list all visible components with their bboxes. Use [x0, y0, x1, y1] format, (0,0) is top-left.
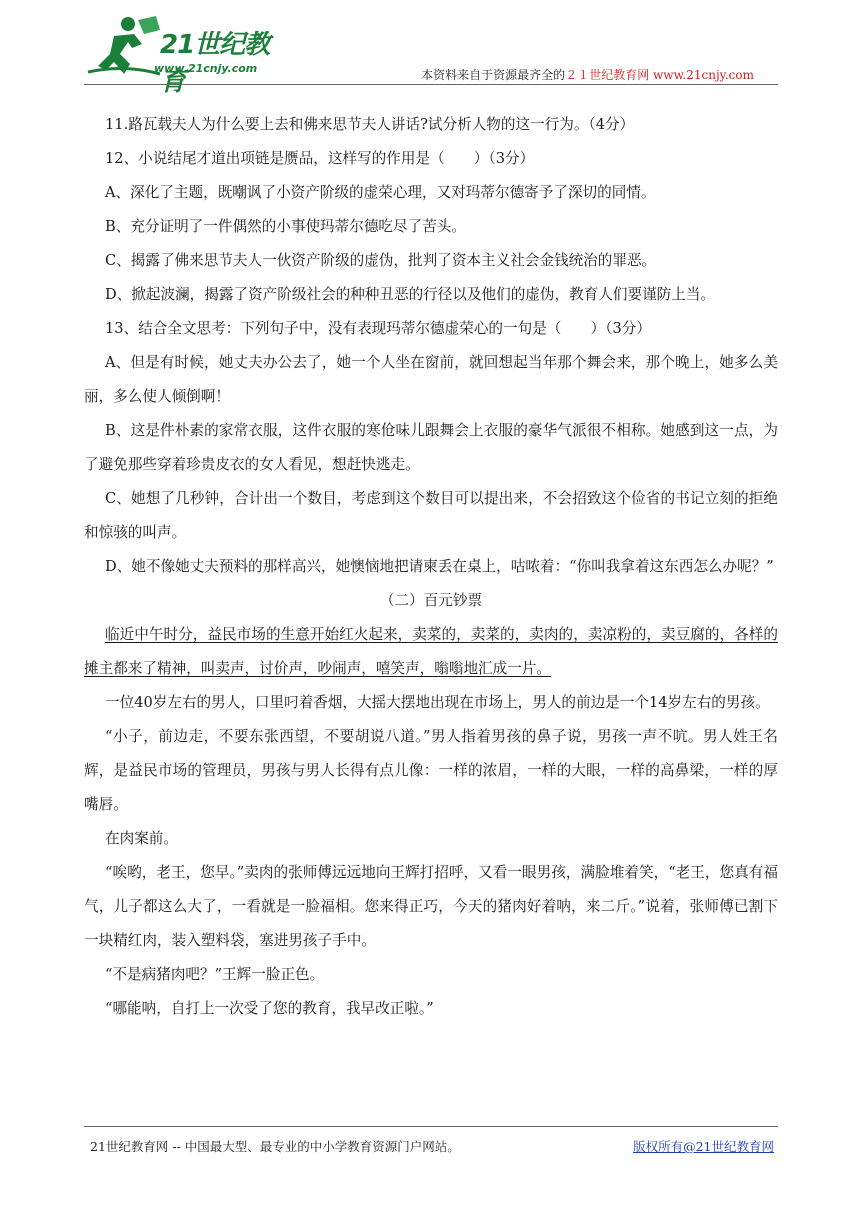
story-paragraph-1: 临近中午时分，益民市场的生意开始红火起来，卖菜的，卖菜的，卖肉的，卖凉粉的，卖豆腐的，各样的摊主都来了精神，叫卖声，讨价声，吵闹声，嘻笑声，嗡嗡地汇成一片。 [84, 626, 778, 677]
site-logo[interactable] [84, 14, 284, 97]
question-13-option-c: C、她想了几秒钟，合计出一个数目，考虑到这个数目可以提出来，不会招致这个俭省的书记立刻的拒绝和惊骇的叫声。 [84, 490, 778, 541]
tagline-url[interactable]: www.21cnjy.com [653, 68, 754, 82]
story-paragraph-2: 一位40岁左右的男人，口里叼着香烟，大摇大摆地出现在市场上，男人的前边是一个14岁左右的男孩。 [105, 694, 770, 711]
section-title: （二）百元钞票 [379, 592, 483, 609]
logo-text: 21世纪教育 [160, 30, 270, 97]
story-paragraph-7: “哪能呐，自打上一次受了您的教育，我早改正啦。” [105, 1000, 434, 1017]
footer-text: 21世纪教育网 -- 中国最大型、最专业的中小学教育资源门户网站。 [90, 1139, 460, 1154]
page-header [0, 0, 860, 97]
question-12-option-c: C、揭露了佛来思节夫人一伙资产阶级的虚伪，批判了资本主义社会金钱统治的罪恶。 [105, 252, 657, 269]
runner-logo-icon [84, 14, 164, 80]
footer-divider [84, 1126, 778, 1127]
story-paragraph-3: “小子，前边走，不要东张西望，不要胡说八道。”男人指着男孩的鼻子说，男孩一声不吭。男人姓王名辉，是益民市场的管理员，男孩与男人长得有点儿像：一样的浓眉，一样的大眼，一样的高鼻梁，一样的厚嘴唇。 [84, 728, 778, 813]
question-13-option-a: A、但是有时候，她丈夫办公去了，她一个人坐在窗前，就回想起当年那个舞会来，那个晚上，她多么美丽，多么使人倾倒啊！ [84, 354, 778, 405]
tagline-prefix: 本资料来自于资源最齐全的 [421, 68, 566, 82]
header-divider [84, 84, 778, 85]
question-13-option-d: D、她不像她丈夫预料的那样高兴，她懊恼地把请柬丢在桌上，咕哝着：“你叫我拿着这东西怎么办呢？” [105, 558, 774, 575]
story-paragraph-4: 在肉案前。 [105, 830, 178, 847]
tagline-highlight: ２１世纪教育网 [565, 68, 650, 82]
logo-url: www.21cnjy.com [154, 62, 258, 75]
story-paragraph-5: “唉哟，老王，您早。”卖肉的张师傅远远地向王辉打招呼，又看一眼男孩，满脸堆着笑，“老王，您真有福气，儿子都这么大了，一看就是一脸福相。您来得正巧，今天的猪肉好着呐，来二斤。”说着，张师傅已割下一块精红肉，装入塑料袋，塞进男孩子手中。 [84, 864, 778, 949]
question-12-option-b: B、充分证明了一件偶然的小事使玛蒂尔德吃尽了苦头。 [105, 218, 466, 235]
question-11: 11.路瓦载夫人为什么要上去和佛来思节夫人讲话?试分析人物的这一行为。（4分） [105, 116, 635, 133]
question-12-option-a: A、深化了主题，既嘲讽了小资产阶级的虚荣心理，又对玛蒂尔德寄予了深切的同情。 [105, 184, 656, 201]
header-tagline [421, 66, 754, 83]
question-13: 13、结合全文思考：下列句子中，没有表现玛蒂尔德虚荣心的一句是（ ）（3分） [105, 320, 651, 337]
document-body [84, 108, 778, 1026]
question-12: 12、小说结尾才道出项链是赝品，这样写的作用是（ ）（3分） [105, 150, 535, 167]
copyright-link[interactable]: 版权所有@21世纪教育网 [633, 1139, 774, 1154]
story-paragraph-6: “不是病猪肉吧？”王辉一脸正色。 [105, 966, 325, 983]
question-13-option-b: B、这是件朴素的家常衣服，这件衣服的寒伧味儿跟舞会上衣服的豪华气派很不相称。她感到这一点，为了避免那些穿着珍贵皮衣的女人看见，想赶快逃走。 [84, 422, 778, 473]
question-12-option-d: D、掀起波澜，揭露了资产阶级社会的种种丑恶的行径以及他们的虚伪，教育人们要谨防上当。 [105, 286, 716, 303]
